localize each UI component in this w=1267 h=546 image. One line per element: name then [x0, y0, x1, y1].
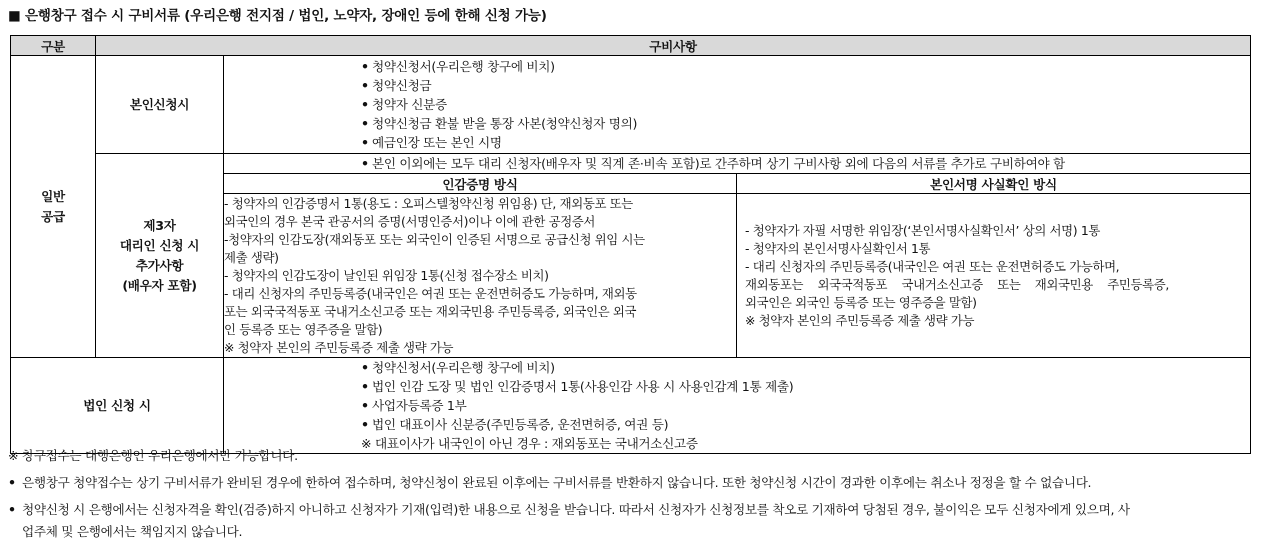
- self-application-label: 본인신청시: [96, 56, 224, 154]
- proxy-note: [224, 154, 1251, 174]
- doc-line: - 청약자의 인감증명서 1통(용도 : 오피스텔청약신청 위임용) 단, 재외동포 또는: [224, 195, 633, 211]
- doc-line: - 청약자의 본인서명사실확인서 1통: [745, 240, 931, 256]
- corporate-note: ※ 대표이사가 내국인이 아닌 경우 : 재외동포는 국내거소신고증: [361, 436, 698, 451]
- doc-line: - 대리 신청자의 주민등록증(내국인은 여권 또는 운전면허증도 가능하며,: [745, 258, 1120, 274]
- required-documents-table: [10, 35, 1251, 454]
- sign-method-title: 본인서명 사실확인 방식: [737, 174, 1251, 194]
- bullet-icon: •: [8, 475, 16, 490]
- list-item: • 예금인장 또는 본인 시명: [361, 133, 1250, 152]
- header-documents: 구비사항: [96, 36, 1251, 56]
- list-item: • 청약신청금: [361, 76, 1250, 95]
- doc-line: 외국인은 외국인 등록증 또는 영주증을 말함): [745, 294, 977, 310]
- list-item: • 본인 이외에는 모두 대리 신청자(배우자 및 직계 존·비속 포함)로 간주하며 상기 구비사항 외에 다음의 서류를 추가로 구비하여야 함: [361, 154, 1250, 173]
- footer-note-return-policy: • 은행창구 청약접수는 상기 구비서류가 완비된 경우에 한하여 접수하며, 청약신청이 완료된 이후에는 구비서류를 반환하지 않습니다. 또한 청약신청 시간이 경과한 이후에는 취소나 정정을 할 수 없습니다.: [8, 475, 1092, 490]
- section-heading: ■ 은행창구 접수 시 구비서류 (우리은행 전지점 / 법인, 노약자, 장애인 등에 한해 신청 가능): [8, 8, 547, 24]
- doc-line: 제출 생략): [224, 249, 279, 265]
- doc-line: ※ 청약자 본인의 주민등록증 제출 생략 가능: [224, 339, 454, 355]
- list-item: • 청약신청서(우리은행 창구에 비치): [361, 57, 1250, 76]
- doc-line: - 청약자가 자필 서명한 위임장(‘본인서명사실확인서’ 상의 서명) 1통: [745, 222, 1101, 238]
- corporate-application-label: 법인 신청 시: [11, 358, 224, 454]
- list-item: • 청약자 신분증: [361, 95, 1250, 114]
- doc-line: 포는 외국국적동포 국내거소신고증 또는 재외국민용 주민등록증, 외국인은 외국: [224, 303, 637, 319]
- bullet-icon: •: [8, 502, 16, 517]
- doc-line: - 청약자의 인감도장이 날인된 위임장 1통(신청 접수장소 비치): [224, 267, 549, 283]
- doc-line: - 대리 신청자의 주민등록증(내국인은 여권 또는 운전면허증도 가능하며, 재외동: [224, 285, 637, 301]
- seal-method-title: 인감증명 방식: [224, 174, 737, 194]
- footer-note-counter: ※ 창구접수는 대행은행인 우리은행에서만 가능합니다.: [8, 448, 298, 463]
- doc-line: 인 등록증 또는 영주증을 말함): [224, 321, 383, 337]
- sign-method-docs: [737, 194, 1251, 358]
- list-item: • 청약신청금 환불 받을 통장 사본(청약신청자 명의): [361, 114, 1250, 133]
- doc-line: 재외동포는 외국국적동포 국내거소신고증 또는 재외국민용 주민등록증,: [745, 276, 1169, 292]
- doc-line: 외국인의 경우 본국 관공서의 증명(서명인증서)이나 이에 관한 공정증서: [224, 213, 596, 229]
- proxy-application-label: 제3자 대리인 신청 시 추가사항 (배우자 포함): [96, 154, 224, 358]
- general-supply-label: 일반 공급: [11, 56, 96, 358]
- list-item: • 법인 인감 도장 및 법인 인감증명서 1통(사용인감 사용 시 사용인감계 1통 제출): [361, 377, 1250, 396]
- seal-method-docs: [224, 194, 737, 358]
- list-item: • 법인 대표이사 신분증(주민등록증, 운전면허증, 여권 등): [361, 415, 1250, 434]
- self-application-docs: [224, 56, 1251, 154]
- footer-note-liability: • 청약신청 시 은행에서는 신청자격을 확인(검증)하지 아니하고 신청자가 기재(입력)한 내용으로 신청을 받습니다. 따라서 신청자가 신청정보를 착오로 기재하여 당첨된 경우, 불이익은 모두 신청자에게 있으며, 사 업주체 및 은행에서는 책임지지 않습니다.: [8, 499, 1130, 543]
- list-item: • 청약신청서(우리은행 창구에 비치): [361, 358, 1250, 377]
- header-category: 구분: [11, 36, 96, 56]
- doc-line: -청약자의 인감도장(재외동포 또는 외국인이 인증된 서명으로 공급신청 위임 시는: [224, 231, 645, 247]
- corporate-application-docs: [224, 358, 1251, 454]
- list-item: • 사업자등록증 1부: [361, 396, 1250, 415]
- doc-line: ※ 청약자 본인의 주민등록증 제출 생략 가능: [745, 312, 975, 328]
